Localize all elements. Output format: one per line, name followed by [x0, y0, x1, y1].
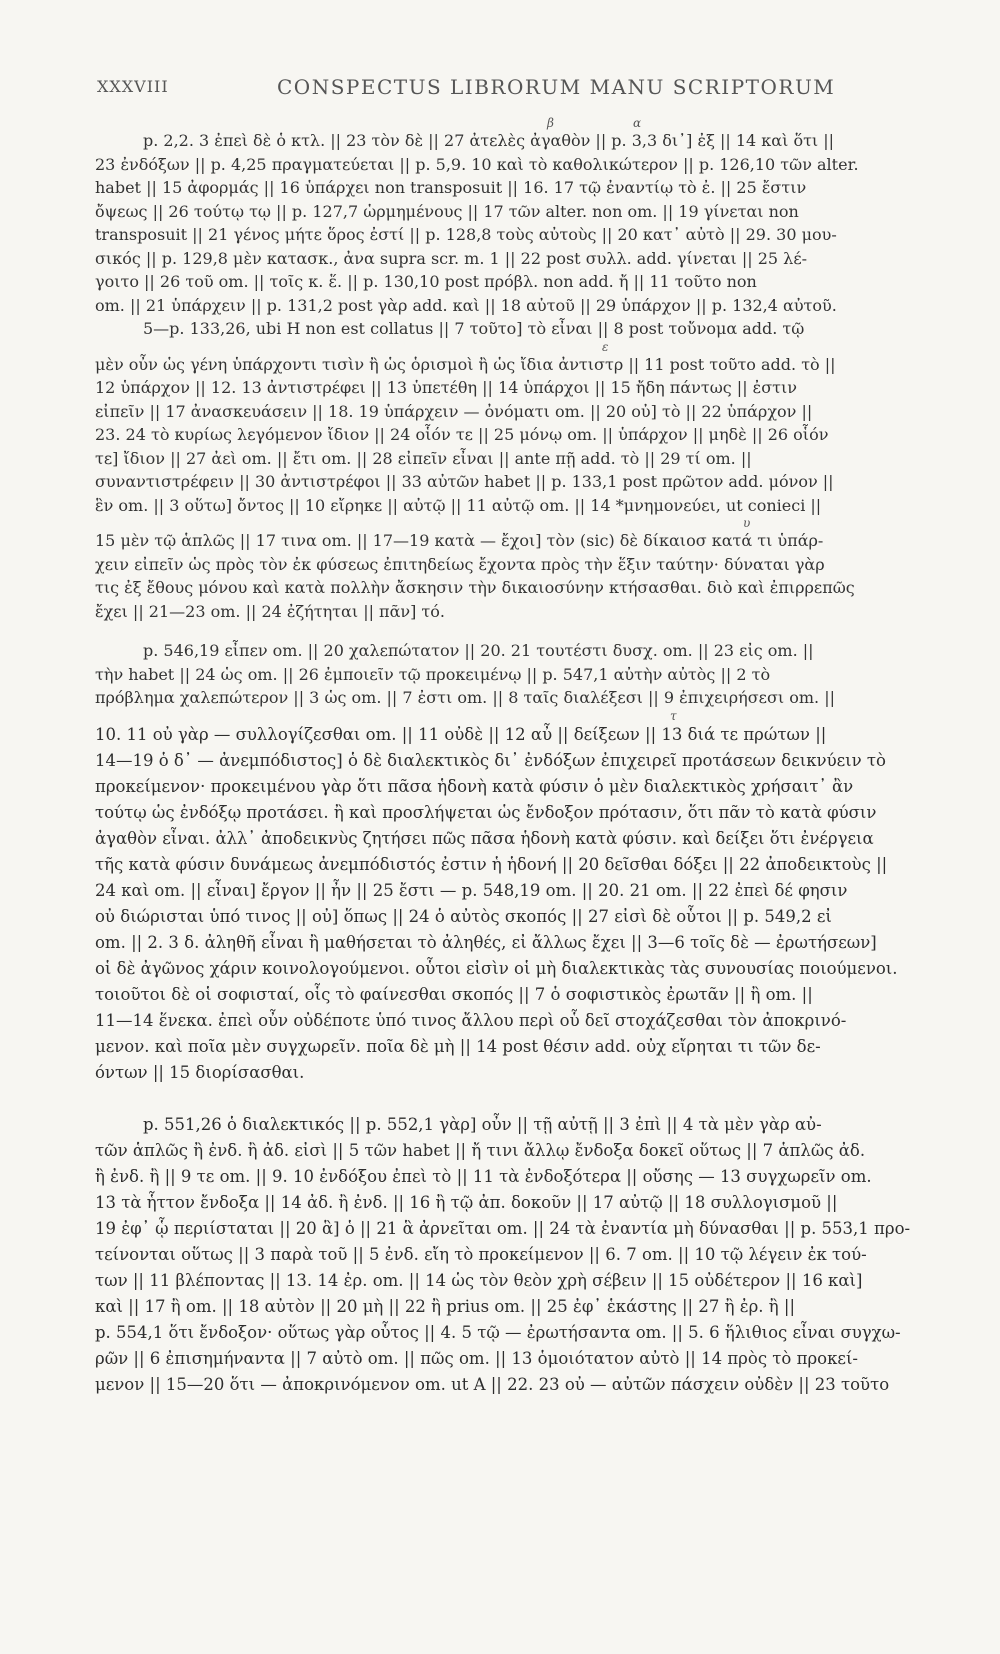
apparatus-line: 11—14 ἕνεκα. ἐπεὶ οὖν οὐδέποτε ὑπό τινος ἄλλου περὶ οὗ δεῖ στοχάζεσθαι τὸν ἀποκρινό- [95, 1010, 847, 1030]
running-title: CONSPECTUS LIBRORUM MANU SCRIPTORUM [277, 75, 836, 99]
apparatus-paragraph [95, 722, 925, 1086]
apparatus-line: συναντιστρέφειν || 30 ἀντιστρέφοι || 33 αὐτῶν habet || p. 133,1 post πρῶτον add. μόνον || [95, 472, 834, 491]
apparatus-line: p. 554,1 ὅτι ἔνδοξον· οὕτως γὰρ οὗτος || 4. 5 τῷ — ἐρωτήσαντα om. || 5. 6 ἥλιθιος εἶναι συγχω- [95, 1322, 901, 1342]
apparatus-line: οἱ δὲ ἀγῶνος χάριν κοινολογούμενοι. οὗτοι εἰσὶν οἱ μὴ διαλεκτικὰς τὰς συνουσίας ποιούμενοι. [95, 958, 898, 978]
superscript-epsilon: ε [602, 339, 609, 354]
apparatus-line: habet || 15 ἀφορμάς || 16 ὑπάρχει non transposuit || 16. 17 τῷ ἐναντίῳ τὸ ἐ. || 25 ἔστιν [95, 178, 807, 197]
critical-apparatus [95, 117, 925, 1398]
apparatus-line: τῆς κατὰ φύσιν δυνάμεως ἀνεμπόδιστός ἐστιν ἡ ἡδονή || 20 δεῖσθαι δόξει || 22 ἀποδεικτοὺς || [95, 854, 888, 874]
apparatus-line: om. || 21 ὑπάρχειν || p. 131,2 post γὰρ add. καὶ || 18 αὐτοῦ || 29 ὑπάρχον || p. 132,4 αὐτοῦ. [95, 295, 837, 315]
apparatus-line: μενον. καὶ ποῖα μὲν συγχωρεῖν. ποῖα δὲ μὴ || 14 post θέσιν add. οὐχ εἴρηται τι τῶν δε- [95, 1036, 821, 1056]
apparatus-line: ἀγαθὸν εἶναι. ἀλλ᾽ ἀποδεικνὺς ζητήσει πῶς πᾶσα ἡδονὴ κατὰ φύσιν. καὶ δείξει ὅτι ἐνέργεια [95, 828, 874, 848]
apparatus-line: ὄψεως || 26 τούτῳ τῳ || p. 127,7 ὡρμημένους || 17 τῶν alter. non om. || 19 γίνεται non [95, 201, 799, 221]
apparatus-paragraph [95, 529, 925, 623]
apparatus-paragraph [95, 129, 925, 317]
apparatus-line: σικός || p. 129,8 μὲν κατασκ., ἀνα supra scr. m. 1 || 22 post συλλ. add. γίνεται || 25 λέ- [95, 248, 808, 268]
apparatus-line: 23. 24 τὸ κυρίως λεγόμενον ἴδιον || 24 οἷόν τε || 25 μόνῳ om. || ὑπάρχον || μηδὲ || 26 οἷόν [95, 425, 829, 444]
superscript-upsilon: υ [743, 516, 751, 530]
apparatus-line: ἢ ἐνδ. ἢ || 9 τε om. || 9. 10 ἐνδόξου ἐπεὶ τὸ || 11 τὰ ἐνδοξότερα || οὔσης — 13 συγχωρεῖν om. [95, 1166, 872, 1186]
apparatus-line: μὲν οὖν ὡς γένη ὑπάρχοντι τισὶν ἢ ὡς ὁρισμοὶ ἢ ὡς ἴδια ἀντιστρ || 11 post τοῦτο add. τὸ || [95, 354, 836, 374]
apparatus-line: τὴν habet || 24 ὡς om. || 26 ἐμποιεῖν τῷ προκειμένῳ || p. 547,1 αὐτὴν αὐτὸς || 2 τὸ [95, 664, 771, 684]
apparatus-line: 24 καὶ om. || εἶναι] ἔργον || ἦν || 25 ἔστι — p. 548,19 om. || 20. 21 om. || 22 ἐπεὶ δέ φησιν [95, 880, 848, 900]
apparatus-line: οὐ διώρισται ὑπό τινος || οὐ] ὅπως || 24 ὁ αὐτὸς σκοπός || 27 εἰσὶ δὲ οὗτοι || p. 549,2 εἰ [95, 906, 832, 926]
superscript-tau: τ [670, 708, 677, 723]
apparatus-line: προκείμενον· προκειμένου γὰρ ὅτι πᾶσα ἡδονὴ κατὰ φύσιν ὁ μὲν διαλεκτικὸς χρήσαιτ᾽ ἂν [95, 776, 854, 796]
apparatus-line: εἰπεῖν || 17 ἀνασκευάσειν || 18. 19 ὑπάρχειν — ὀνόματι om. || 20 οὐ] τὸ || 22 ὑπάρχον || [95, 401, 813, 421]
apparatus-line: 12 ὑπάρχον || 12. 13 ἀντιστρέφει || 13 ὑπετέθη || 14 ὑπάρχοι || 15 ἤδη πάντως || ἐστιν [95, 378, 798, 397]
apparatus-line: 15 μὲν τῷ ἁπλῶς || 17 τινα om. || 17—19 κατὰ — ἔχοι] τὸν (sic) δὲ δίκαιοσ κατά τι ὑπάρ- [95, 531, 824, 550]
apparatus-line: 14—19 ὁ δ᾽ — ἀνεμπόδιστος] ὁ δὲ διαλεκτικὸς δι᾽ ἐνδόξων ἐπιχειρεῖ προτάσεων δεικνύειν τὸ [95, 750, 886, 770]
apparatus-paragraph [95, 639, 925, 710]
apparatus-line: ἔχει || 21—23 om. || 24 ἐζήτηται || πᾶν] τό. [95, 601, 445, 621]
superscript-marks [95, 117, 925, 129]
superscript-alpha: α [633, 116, 642, 130]
apparatus-line: transposuit || 21 γένος μήτε ὅρος ἐστί || p. 128,8 τοὺς αὐτοὺς || 20 κατ᾽ αὐτὸ || 29. 30 μου- [95, 225, 837, 244]
apparatus-line: τῶν ἁπλῶς ἢ ἐνδ. ἢ ἀδ. εἰσὶ || 5 τῶν habet || ἤ τινι ἄλλῳ ἔνδοξα δοκεῖ οὕτως || 7 ἁπλῶς ἀδ. [95, 1140, 866, 1160]
apparatus-line: 10. 11 οὐ γὰρ — συλλογίζεσθαι om. || 11 οὐδὲ || 12 αὖ || δείξεων || 13 διά τε πρώτων || [95, 724, 827, 744]
apparatus-line: p. 551,26 ὁ διαλεκτικός || p. 552,1 γὰρ] οὖν || τῇ αὐτῇ || 3 ἐπὶ || 4 τὰ μὲν γὰρ αὐ- [143, 1114, 822, 1134]
apparatus-line: χειν εἰπεῖν ὡς πρὸς τὸν ἐκ φύσεως ἐπιτηδείως ἔχοντα πρὸς τὴν ἕξιν ταύτην· δύναται γὰρ [95, 554, 825, 574]
apparatus-line: τις ἐξ ἔθους μόνου καὶ κατὰ πολλὴν ἄσκησιν τὴν δικαιοσύνην κτήσασθαι. διὸ καὶ ἐπιρρεπῶς [95, 578, 855, 597]
apparatus-line: om. || 2. 3 δ. ἀληθῆ εἶναι ἢ μαθήσεται τὸ ἀληθές, εἰ ἄλλως ἔχει || 3—6 τοῖς δὲ — ἐρωτήσεων] [95, 932, 877, 952]
apparatus-paragraph [95, 1112, 925, 1398]
page-number: XXXVIII [97, 77, 169, 96]
apparatus-line: 5—p. 133,26, ubi H non est collatus || 7 τοῦτο] τὸ εἶναι || 8 post τοὔνομα add. τῷ [143, 319, 805, 338]
apparatus-line: γοιτο || 26 τοῦ om. || τοῖς κ. ἕ. || p. 130,10 post πρόβλ. non add. ἤ || 11 τοῦτο non [95, 272, 757, 291]
apparatus-line: τε] ἴδιον || 27 ἀεὶ om. || ἔτι om. || 28 εἰπεῖν εἶναι || ante πῇ add. τὸ || 29 τί om. || [95, 448, 752, 468]
apparatus-line: p. 546,19 εἶπεν om. || 20 χαλεπώτατον || 20. 21 τουτέστι δυσχ. om. || 23 εἰς om. || [143, 641, 814, 660]
apparatus-line: ἓν om. || 3 οὕτω] ὄντος || 10 εἴρηκε || αὐτῷ || 11 αὐτῷ om. || 14 *μνημονεύει, ut conieci || [95, 495, 822, 515]
apparatus-line: 23 ἐνδόξων || p. 4,25 πραγματεύεται || p. 5,9. 10 καὶ τὸ καθολικώτερον || p. 126,10 τῶν alter. [95, 154, 859, 174]
apparatus-line: τοιοῦτοι δὲ οἱ σοφισταί, οἷς τὸ φαίνεσθαι σκοπός || 7 ὁ σοφιστικὸς ἐρωτᾶν || ἢ om. || [95, 984, 813, 1004]
apparatus-line: μενον || 15—20 ὅτι — ἀποκρινόμενον om. ut A || 22. 23 οὐ — αὐτῶν πάσχειν οὐδὲν || 23 τοῦτο [95, 1374, 890, 1394]
apparatus-line: πρόβλημα χαλεπώτερον || 3 ὡς om. || 7 ἐστι om. || 8 ταῖς διαλέξεσι || 9 ἐπιχειρήσεσι om. || [95, 688, 835, 707]
apparatus-line: καὶ || 17 ἢ om. || 18 αὐτὸν || 20 μὴ || 22 ἢ prius om. || 25 ἐφ᾽ ἑκάστης || 27 ἢ ἐρ. ἢ || [95, 1296, 796, 1316]
superscript-marks [95, 517, 925, 529]
apparatus-line: όντων || 15 διορίσασθαι. [95, 1062, 305, 1082]
superscript-beta: β [547, 116, 554, 130]
superscript-marks [95, 710, 925, 722]
superscript-marks [95, 341, 925, 353]
apparatus-line: 19 ἐφ᾽ ᾧ περιίσταται || 20 ἃ] ὁ || 21 ἃ ἀρνεῖται om. || 24 τὰ ἐναντία μὴ δύνασθαι || p. 553,1 προ- [95, 1218, 911, 1238]
apparatus-line: τείνονται οὕτως || 3 παρὰ τοῦ || 5 ἐνδ. εἴη τὸ προκείμενον || 6. 7 om. || 10 τῷ λέγειν ἐκ τού- [95, 1244, 867, 1264]
apparatus-line: των || 11 βλέποντας || 13. 14 ἐρ. om. || 14 ὡς τὸν θεὸν χρὴ σέβειν || 15 οὐδέτερον || 16 καὶ] [95, 1270, 863, 1290]
apparatus-line: ρῶν || 6 ἐπισημήναντα || 7 αὐτὸ om. || πῶς om. || 13 ὁμοιότατον αὐτὸ || 14 πρὸς τὸ προκεί- [95, 1348, 858, 1368]
apparatus-line: τούτῳ ὡς ἐνδόξῳ προτάσει. ἢ καὶ προσλήψεται ὡς ἔνδοξον πρότασιν, ὅτι πᾶν τὸ κατὰ φύσιν [95, 802, 877, 822]
apparatus-line: p. 2,2. 3 ἐπεὶ δὲ ὁ κτλ. || 23 τὸν δὲ || 27 ἀτελὲς ἀγαθὸν || p. 3,3 δι᾽] ἐξ || 14 καὶ ὅτι || [143, 131, 835, 150]
apparatus-line: 13 τὰ ἧττον ἔνδοξα || 14 ἀδ. ἢ ἐνδ. || 16 ἢ τῷ ἀπ. δοκοῦν || 17 αὐτῷ || 18 συλλογισμοῦ || [95, 1192, 838, 1212]
running-header [97, 67, 917, 107]
apparatus-paragraph [95, 317, 925, 517]
